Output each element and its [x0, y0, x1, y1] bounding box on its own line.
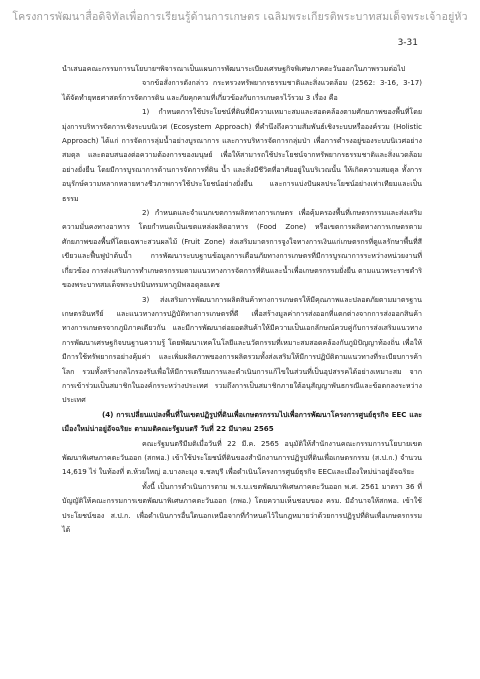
paragraph: คณะรัฐมนตรีมีมติเมื่อวันที่ 22 มี.ค. 2565 อนุมัติให้สำนักงานคณะกรรมการนโยบายเขตพัฒนาพิเศษภาคตะวันออก (สกพอ.) เข้าใช้ประโยชน์ที่ดินของสำนักงานการปฏิรูปที่ดินเพื่อเกษตรกรรม (ส.ป.ก.) จำนวน 14,619 ไร่ ในท้องที่ ต.ห้วยใหญ่ อ.บางละมุง จ.ชลบุรี เพื่อดำเนินโครงการศูนย์ธุรกิจ EECและเมืองใหม่น่าอยู่อัจฉริยะ [62, 438, 422, 477]
page-header: โครงการพัฒนาสื่อดิจิทัลเพื่อการเรียนรู้ด้านการเกษตร เฉลิมพระเกียรติพระบาทสมเด็จพระเจ้าอยู่หัว [12, 11, 468, 23]
paragraph: 2) กำหนดและจำแนกเขตการผลิตทางการเกษตร เพื่อคุ้มครองพื้นที่เกษตรกรรมและส่งเสริมความมั่นคงทางอาหาร โดยกำหนดเป็นเขตแหล่งผลิตอาหาร (Food Zone) หรือเขตการผลิตทางการเกษตรตามศักยภาพของพื้นที่โดยเฉพาะสวนผลไม้ (Fruit Zone) ส่งเสริมมาตรการจูงใจทางการเงินแก่เกษตรกรที่ดูแลรักษาพื้นที่สีเขียวและฟื้นฟูป่าต้นน้ำ การพัฒนาระบบฐานข้อมูลการเตือนภัยทางการเกษตรที่มีการบูรณาการระหว่างหน่วยงานที่เกี่ยวข้อง การส่งเสริมการทำเกษตรกรรมตามแนวทางการจัดการที่ดินและน้ำเพื่อเกษตรกรรมยั่งยืน ตามแนวพระราชดำริของพระบาทสมเด็จพระปรมินทรมหาภูมิพลอดุลยเดช [62, 208, 423, 290]
page-number: 3-31 [397, 38, 418, 48]
paragraph: จากข้อสั่งการตังกล่าว กระทรวงทรัพยากรธรรมชาติและสิ่งแวดล้อม (2562: 3-16, 3-17) ได้จัดทำยุทธศาสตร์การจัดการดิน และภัยคุกคามที่เกี่ยวข้องกับการเกษตรไว้รวม 3 เรื่อง คือ [62, 78, 422, 102]
paragraph: นำเสนอคณะกรรมการนโยบายฯพิจารณาเป็นแผนการพัฒนาระเบียงเศรษฐกิจพิเศษภาคตะวันออกในภาพรวมต่อไป [62, 64, 406, 73]
paragraph: 1) กำหนดการใช้ประโยชน์ที่ดินที่มีความเหมาะสมและสอดคล้องตามศักยภาพของพื้นที่โดยมุ่งการบริหารจัดการเชิงระบบนิเวศ (Ecosystem Approach) ที่คำนึงถึงความสัมพันธ์เชิงระบบหรือองค์รวม (Holistic Approach) ได้แก่ การจัดการลุ่มน้ำอย่างบูรณาการ และการบริหารจัดการกลุ่มป่า เพื่อการดำรงอยู่ของระบบนิเวศอย่างสมดุล และตอบสนองต่อความต้องการของมนุษย์ เพื่อให้สามารถใช้ประโยชน์จากทรัพยากรธรรมชาติและสิ่งแวดล้อมอย่างยั่งยืน โดยมีการบูรณาการด้านการจัดการที่ดิน น้ำ และสิ่งมีชีวิตที่อาศัยอยู่ในบริเวณนั้น ให้เกิดความสมดุล ทั้งการอนุรักษ์ความหลากหลายทางชีวภาพการใช้ประโยชน์อย่างยั่งยืน และการแบ่งปันผลประโยชน์อย่างเท่าเทียมและเป็นธรรม [62, 107, 422, 203]
paragraph: ทั้งนี้ เป็นการดำเนินการตาม พ.ร.บ.เขตพัฒนาพิเศษภาคตะวันออก พ.ศ. 2561 มาตรา 36 ที่บัญญัติให้คณะกรรมการเขตพัฒนาพิเศษภาคตะวันออก (กพอ.) โดยความเห็นชอบของ ครม. มีอำนาจให้สกพอ. เข้าใช้ประโยชน์ของ ส.ป.ก. เพื่อดำเนินการอื่นใดนอกเหนือจากที่กำหนดไว้ในกฎหมายว่าด้วยการปฏิรูปที่ดินเพื่อเกษตรกรรมได้ [62, 481, 422, 534]
section-heading: (4) การเปลี่ยนแปลงพื้นที่ในเขตปฏิรูปที่ดินเพื่อเกษตรกรรมไปเพื่อการพัฒนาโครงการศูนย์ธุรกิจ EEC และเมืองใหม่น่าอยู่อัจฉริยะ ตามมติคณะรัฐมนตรี วันที่ 22 มีนาคม 2565 [62, 409, 422, 434]
document-body [62, 62, 422, 537]
paragraph: 3) ส่งเสริมการพัฒนาการผลิตสินค้าทางการเกษตรให้มีคุณภาพและปลอดภัยตามมาตรฐานเกษตรอินทรีย์ และแนวทางการปฏิบัติทางการเกษตรที่ดี เพื่อสร้างมูลค่าการส่งออกที่แตกต่างจากการส่งออกสินค้าทางการเกษตรจากภูมิภาคเดียวกัน และมีการพัฒนาต่อยอดสินค้าให้มีความเป็นเอกลักษณ์ควบคู่กับการส่งเสริมแนวทางการพัฒนาเศรษฐกิจบนฐานความรู้ โดยพัฒนาเทคโนโลยีและนวัตกรรมที่เหมาะสมสอดคล้องกับภูมิปัญญาท้องถิ่น เพื่อให้มีการใช้ทรัพยากรอย่างคุ้มค่า และเพิ่มผลิตภาพของการผลิตรวมทั้งส่งเสริมให้มีการปฏิบัติตามแนวทางที่ระเบียบการค้าโลก รวมทั้งสร้างกลไกรองรับเพื่อให้มีการเตรียมการและดำเนินการแก้ไขในส่วนที่เป็นอุปสรรคได้อย่างเหมาะสม จากการเข้าร่วมเป็นสมาชิกในองค์กรระหว่างประเทศ รวมถึงการเป็นสมาชิกภายใต้อนุสัญญาพันธกรณีและข้อตกลงระหว่างประเทศ [62, 294, 422, 405]
